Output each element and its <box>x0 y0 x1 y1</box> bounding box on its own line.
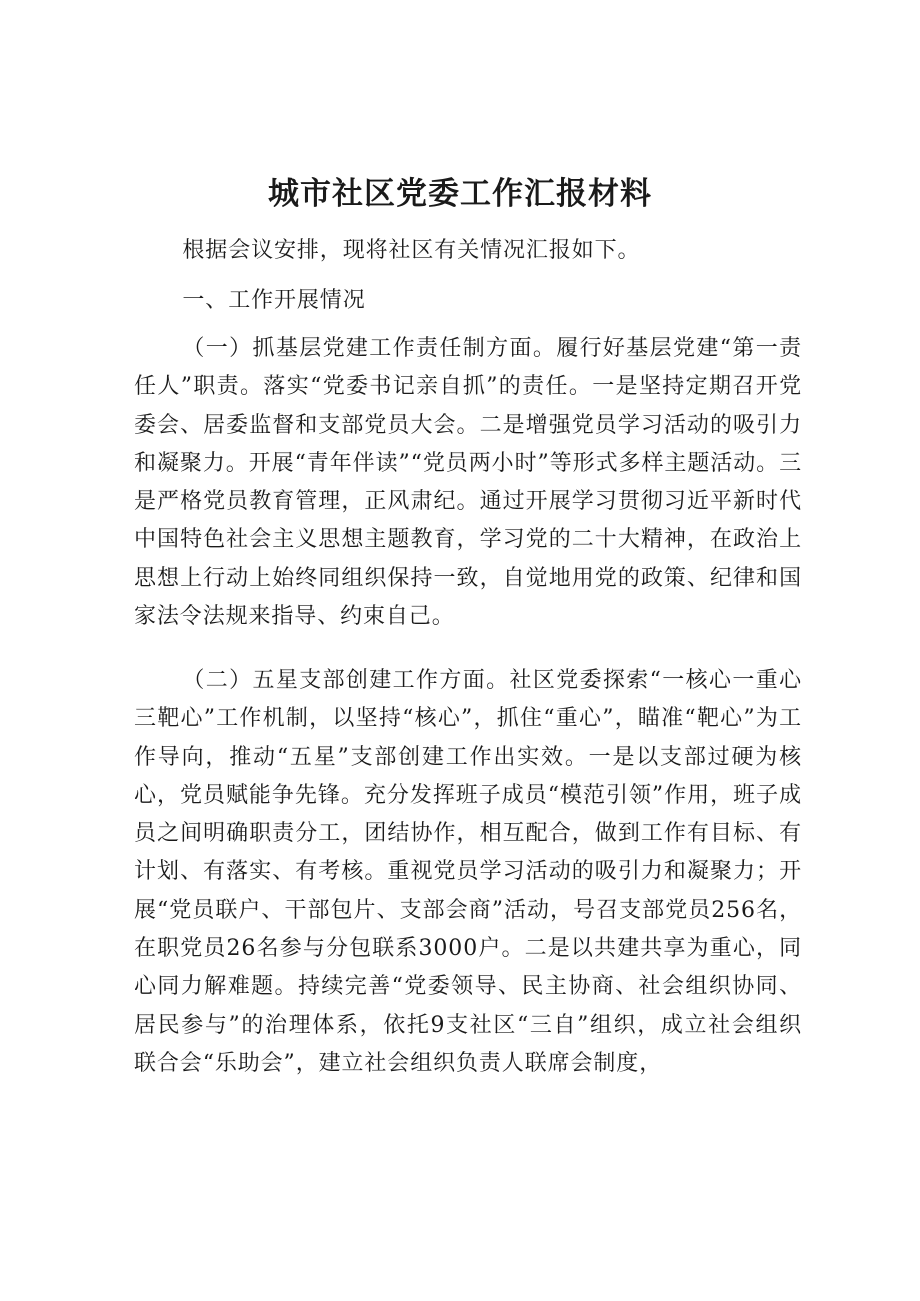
intro-paragraph: 根据会议安排，现将社区有关情况汇报如下。 <box>182 238 641 263</box>
document-title: 城市社区党委工作汇报材料 <box>268 176 652 212</box>
body-paragraph-1: （一）抓基层党建工作责任制方面。履行好基层党建“第一责任人”职责。落实“党委书记亲自抓”的责任。一是坚持定期召开党委会、居委监督和支部党员大会。二是增强党员学习活动的吸引力和凝聚力。开展“青年伴读”“党员两小时”等形式多样主题活动。三是严格党员教育管理，正风肃纪。通过开展学习贯彻习近平新时代中国特色社会主义思想主题教育，学习党的二十大精神，在政治上思想上行动上始终同组织保持一致，自觉地用党的政策、纪律和国家法令法规来指导、约束自己。 <box>134 336 802 630</box>
section-heading: 一、工作开展情况 <box>182 288 366 313</box>
body-paragraph-2: （二）五星支部创建工作方面。社区党委探索“一核心一重心三靶心”工作机制，以坚持“核心”，抓住“重心”，瞄准“靶心”为工作导向，推动“五星”支部创建工作出实效。一是以支部过硬为核心，党员赋能争先锋。充分发挥班子成员“模范引领”作用，班子成员之间明确职责分工，团结协作，相互配合，做到工作有目标、有计划、有落实、有考核。重视党员学习活动的吸引力和凝聚力；开展“党员联户、干部包片、支部会商”活动，号召支部党员256名，在职党员26名参与分包联系3000户。二是以共建共享为重心，同心同力解难题。持续完善“党委领导、民主协商、社会组织协同、居民参与”的治理体系，依托9支社区“三自”组织，成立社会组织联合会“乐助会”，建立社会组织负责人联席会制度， <box>134 668 802 1076</box>
